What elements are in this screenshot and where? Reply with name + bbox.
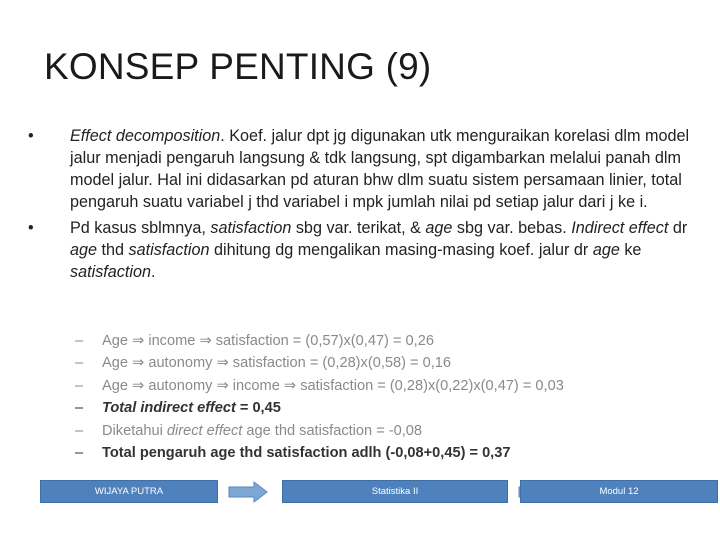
sub-item-age-income	[75, 330, 695, 352]
footer-module: Modul 12	[599, 486, 639, 497]
bullet-item	[28, 125, 698, 213]
var-age: Age	[102, 355, 128, 372]
implies-icon: ⇒	[132, 355, 145, 372]
dash-marker: –	[75, 355, 84, 372]
dash-marker: –	[75, 333, 84, 349]
implies-icon: ⇒	[283, 377, 297, 394]
calc-text: satisfaction = (0,57)x(0,47) = 0,26	[215, 333, 434, 349]
footer-author-box	[40, 480, 218, 503]
term-total-indirect-effect: Total indirect effect	[102, 400, 236, 417]
bullet-text: thd	[97, 241, 129, 259]
footer-bar	[40, 480, 720, 502]
calc-text: satisfaction = (0,28)x(0,58) = 0,16	[232, 355, 451, 372]
term-age: age	[70, 241, 98, 259]
dash-marker: –	[75, 422, 84, 439]
term-age: age	[592, 241, 620, 259]
dash-marker: –	[75, 400, 84, 417]
bullet-text: dr	[668, 219, 688, 237]
footer-course-box	[282, 480, 508, 503]
bullet-text: . Koef. jalur dpt jg digunakan utk menguraikan korelasi dlm model jalur menjadi pengaruh langsung & tdk langsung, spt digambarkan melalui panah dlm model jalur. Hal ini didasarkan pd aturan bhw dlm suatu sistem persamaan linier, total pengaruh suatu variabel j thd variabel i mpk jumlah nilai pd setiap jalur dari j ke i.	[70, 127, 690, 211]
term-satisfaction: satisfaction	[70, 263, 151, 281]
bullet-text: Pd kasus sblmnya,	[70, 219, 211, 237]
value-text: age thd satisfaction = -0,08	[242, 422, 423, 439]
implies-icon: ⇒	[199, 333, 212, 349]
var-age: Age	[102, 377, 128, 394]
bullet-text: .	[150, 263, 156, 281]
dash-marker: –	[75, 445, 84, 462]
var-age: Age	[102, 333, 128, 349]
implies-icon: ⇒	[216, 355, 229, 372]
dash-marker: –	[75, 377, 84, 394]
sub-item-direct-effect	[75, 420, 695, 442]
calc-text: satisfaction = (0,28)x(0,22)x(0,47) = 0,03	[300, 377, 564, 394]
total-effect-text: Total pengaruh age thd satisfaction adlh (-0,08+0,45) = 0,37	[102, 445, 511, 462]
bullet-dot: •	[28, 127, 34, 145]
var-autonomy: autonomy	[148, 377, 213, 394]
sub-item-total-effect	[75, 442, 695, 464]
term-satisfaction: satisfaction	[210, 219, 292, 237]
footer-author: WIJAYA PUTRA	[94, 486, 164, 497]
bullet-list	[28, 125, 698, 287]
value-text: = 0,45	[235, 400, 281, 417]
bullet-text: sbg var. terikat, &	[291, 219, 426, 237]
effect-decomposition-term: Effect decomposition	[70, 127, 221, 145]
var-autonomy: autonomy	[148, 355, 213, 372]
slide-title: KONSEP PENTING (9)	[44, 46, 432, 87]
term-indirect-effect: Indirect effect	[571, 219, 669, 237]
footer-module-box	[520, 480, 718, 503]
bullet-text: dihitung dg mengalikan masing-masing koef. jalur dr	[209, 241, 593, 259]
bullet-dot: •	[28, 219, 34, 237]
footer-arrow-icon	[228, 481, 268, 503]
implies-icon: ⇒	[216, 377, 229, 394]
var-income: income	[232, 377, 280, 394]
implies-icon: ⇒	[132, 377, 145, 394]
bullet-text: ke	[619, 241, 642, 259]
term-age: age	[425, 219, 453, 237]
sub-list	[75, 330, 695, 464]
sub-item-total-indirect	[75, 397, 695, 419]
implies-icon: ⇒	[132, 333, 145, 349]
sub-item-age-autonomy-income	[75, 375, 695, 397]
footer-course: Statistika II	[371, 486, 419, 497]
bullet-item	[28, 217, 698, 283]
label-text: Diketahui	[102, 422, 167, 439]
term-satisfaction: satisfaction	[128, 241, 210, 259]
term-direct-effect: direct effect	[166, 422, 243, 439]
bullet-text: sbg var. bebas.	[452, 219, 572, 237]
var-income: income	[148, 333, 196, 349]
sub-item-age-autonomy	[75, 352, 695, 374]
